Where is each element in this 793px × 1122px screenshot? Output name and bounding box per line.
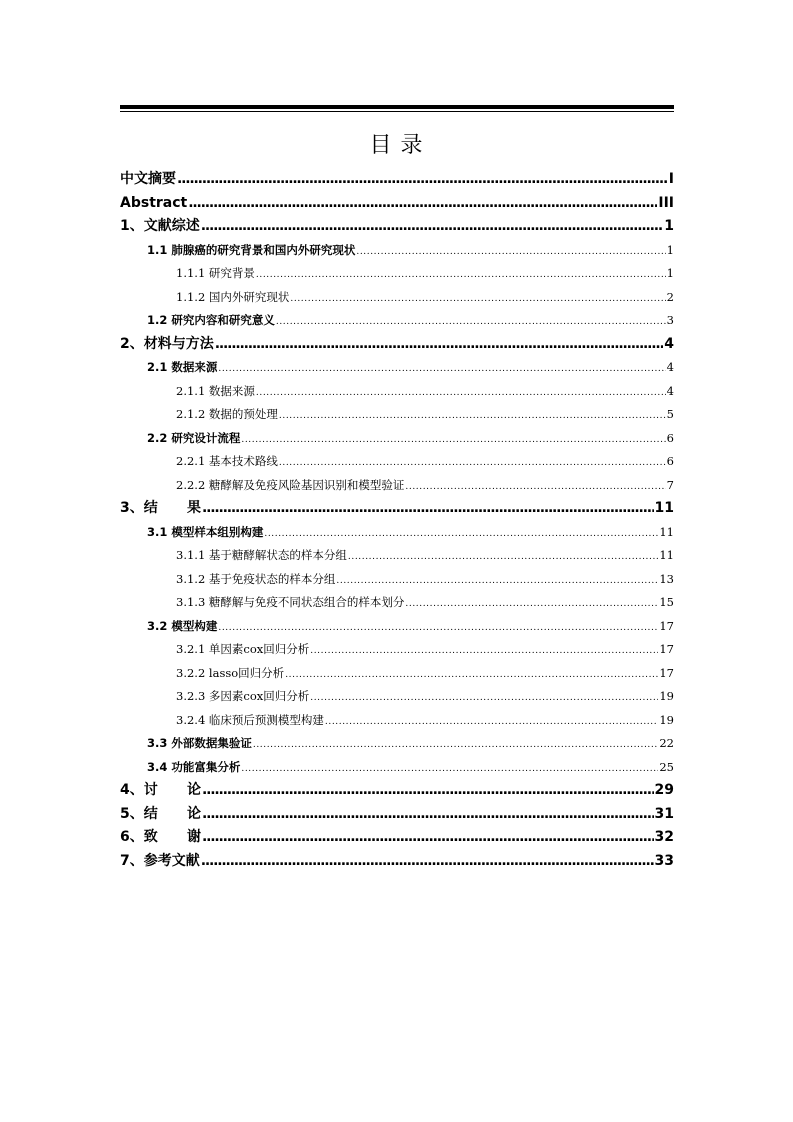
toc-entry[interactable]: 2、材料与方法 ..... 4 xyxy=(120,333,674,357)
toc-entry[interactable]: 3.2.1 单因素cox回归分析 ..... 17 xyxy=(120,638,674,662)
toc-entry[interactable]: 2.2 研究设计流程 ..... 6 xyxy=(120,427,674,451)
toc-entry[interactable]: 1.1.2 国内外研究现状 ..... 2 xyxy=(120,286,674,310)
toc-entry[interactable]: 3.2.2 lasso回归分析 ..... 17 xyxy=(120,662,674,686)
header-rule-thick xyxy=(120,105,674,109)
toc-entry[interactable]: 2.1.2 数据的预处理 ..... 5 xyxy=(120,403,674,427)
toc-entry[interactable]: 2.1 数据来源 ..... 4 xyxy=(120,356,674,380)
table-of-contents xyxy=(120,168,674,873)
toc-entry[interactable]: 3.2 模型构建 ..... 17 xyxy=(120,615,674,639)
toc-entry[interactable]: 3、结 果 ..... 11 xyxy=(120,497,674,521)
toc-entry[interactable]: Abstract ..... III xyxy=(120,192,674,216)
toc-entry[interactable]: 1.2 研究内容和研究意义 ..... 3 xyxy=(120,309,674,333)
toc-entry[interactable]: 2.1.1 数据来源 ..... 4 xyxy=(120,380,674,404)
toc-entry[interactable]: 1、文献综述 ..... 1 xyxy=(120,215,674,239)
toc-entry[interactable]: 3.4 功能富集分析 ..... 25 xyxy=(120,756,674,780)
toc-entry[interactable]: 3.1.1 基于糖酵解状态的样本分组 ..... 11 xyxy=(120,544,674,568)
toc-entry[interactable]: 1.1 肺腺癌的研究背景和国内外研究现状 ..... 1 xyxy=(120,239,674,263)
toc-entry[interactable]: 2.2.1 基本技术路线 ..... 6 xyxy=(120,450,674,474)
toc-entry[interactable]: 3.2.3 多因素cox回归分析 ..... 19 xyxy=(120,685,674,709)
toc-entry[interactable]: 7、参考文献 ..... 33 xyxy=(120,850,674,874)
toc-entry[interactable]: 3.2.4 临床预后预测模型构建 ..... 19 xyxy=(120,709,674,733)
toc-entry[interactable]: 3.1.3 糖酵解与免疫不同状态组合的样本划分 ..... 15 xyxy=(120,591,674,615)
toc-entry[interactable]: 1.1.1 研究背景 ..... 1 xyxy=(120,262,674,286)
toc-entry[interactable]: 5、结 论 ..... 31 xyxy=(120,803,674,827)
toc-entry[interactable]: 2.2.2 糖酵解及免疫风险基因识别和模型验证 ..... 7 xyxy=(120,474,674,498)
toc-entry[interactable]: 3.1 模型样本组别构建 ..... 11 xyxy=(120,521,674,545)
toc-entry[interactable]: 3.3 外部数据集验证 ..... 22 xyxy=(120,732,674,756)
toc-title: 目 录 xyxy=(369,133,424,158)
toc-entry[interactable]: 3.1.2 基于免疫状态的样本分组 ..... 13 xyxy=(120,568,674,592)
toc-entry[interactable]: 4、讨 论 ..... 29 xyxy=(120,779,674,803)
toc-entry[interactable]: 6、致 谢 ..... 32 xyxy=(120,826,674,850)
header-rule-thin xyxy=(120,111,674,112)
toc-entry[interactable]: 中文摘要 ..... I xyxy=(120,168,674,192)
